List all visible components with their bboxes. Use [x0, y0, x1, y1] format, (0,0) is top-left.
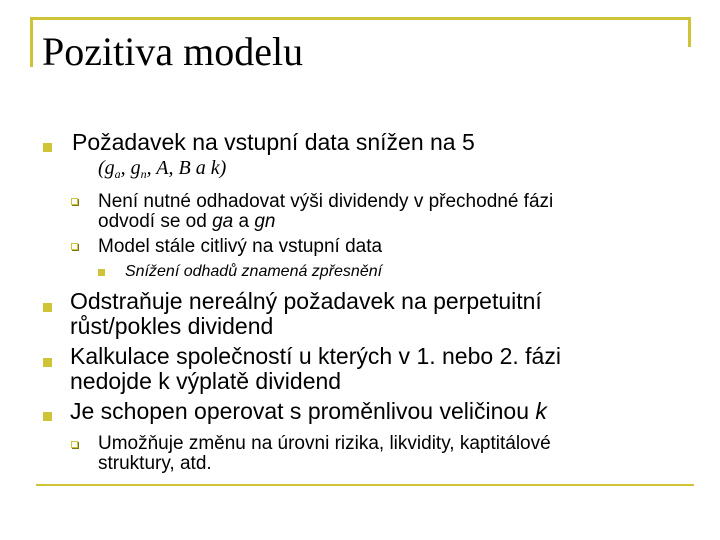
bullet-square-icon: [43, 358, 52, 367]
bullet-item-variable-k: Je schopen operovat s proměnlivou veličinou k: [70, 398, 547, 424]
frame-right-rule: [688, 17, 691, 47]
bullet-square-icon: [43, 143, 52, 152]
bullet-item-no-dividend-companies: Kalkulace společností u kterých v 1. nebo 2. fázi: [70, 343, 561, 369]
bullet-item-remove-perpetuity-cont: růst/pokles dividend: [70, 313, 274, 339]
subsubitem-fewer-estimates: Snížení odhadů znamená zpřesnění: [125, 263, 383, 280]
subitem-risk-change-cont: struktury, atd.: [98, 453, 212, 474]
formula-parameters: ($g_a$, $g_n$, A, B a k): [98, 157, 227, 181]
bullet-hollow-square-icon: [71, 441, 78, 448]
subitem-risk-change: Umožňuje změnu na úrovni rizika, likvidity, kaptitálové: [98, 433, 551, 454]
bullet-item-remove-perpetuity: Odstraňuje nereálný požadavek na perpetuitní: [70, 288, 542, 314]
subitem-sensitive-input: Model stále citlivý na vstupní data: [98, 236, 383, 257]
frame-left-rule: [30, 17, 33, 67]
slide-title: Pozitiva modelu: [42, 29, 304, 74]
subitem-derived-from-growth: odvodí se od ga a gn: [98, 211, 276, 232]
bullet-square-icon: [43, 412, 52, 421]
subitem-no-dividend-estimate: Není nutné odhadovat výši dividendy v přechodné fázi: [98, 191, 554, 212]
bullet-hollow-square-icon: [71, 198, 78, 205]
bullet-item-input-data: Požadavek na vstupní data snížen na 5: [72, 129, 475, 155]
bullet-small-square-icon: [98, 269, 105, 276]
bullet-hollow-square-icon: [71, 243, 78, 250]
frame-bottom-rule: [36, 484, 694, 486]
frame-top-rule: [30, 17, 691, 20]
bullet-square-icon: [43, 303, 52, 312]
bullet-item-no-dividend-companies-cont: nedojde k výplatě dividend: [70, 368, 342, 394]
